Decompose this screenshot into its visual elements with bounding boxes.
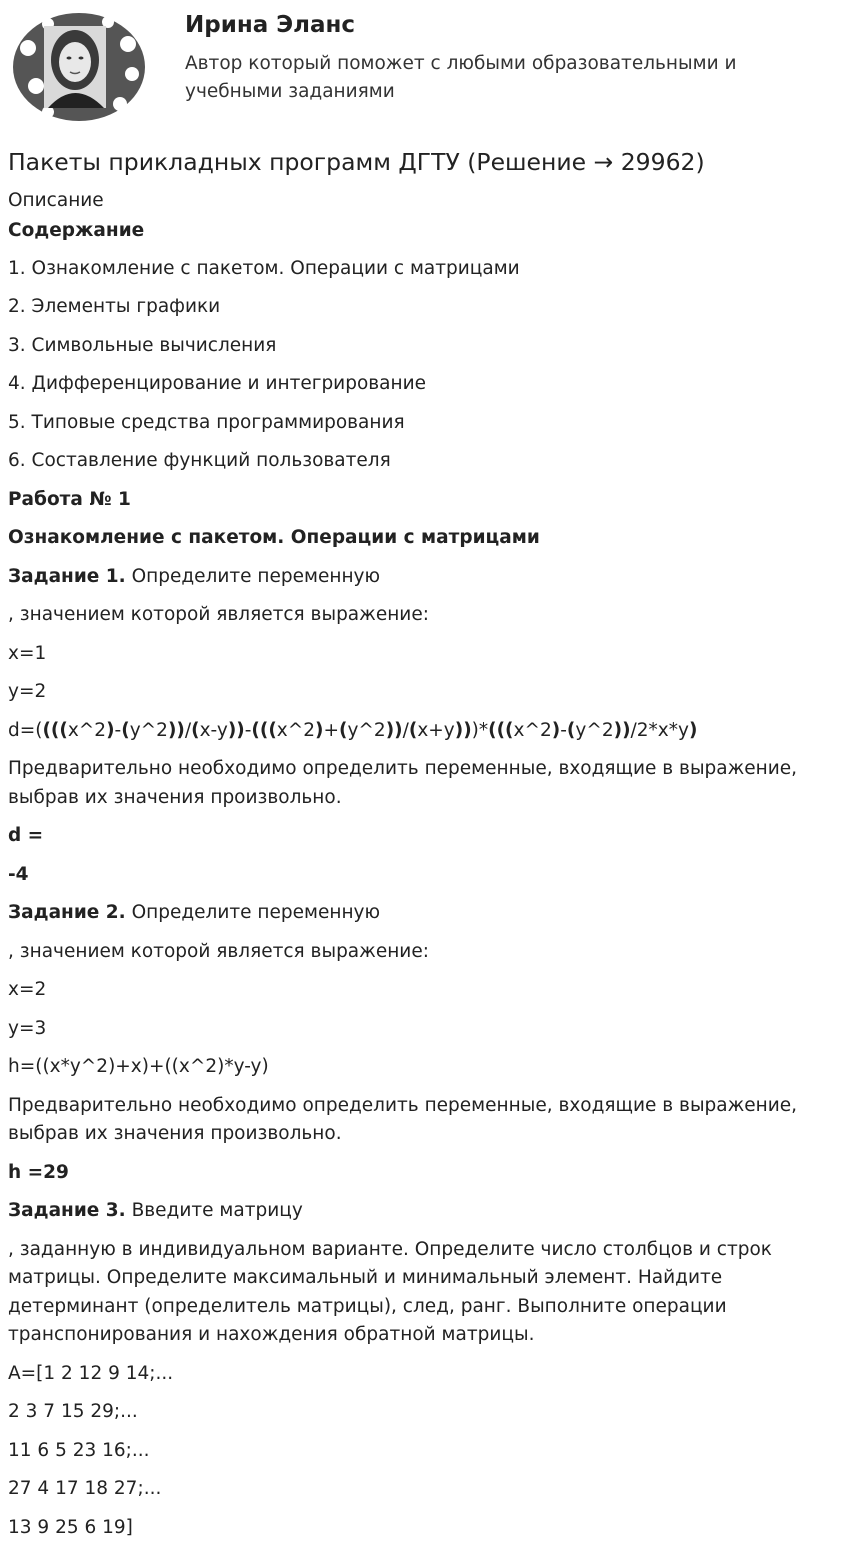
formula-part: x-y xyxy=(199,719,228,741)
page-title: Пакеты прикладных программ ДГТУ (Решение → 29962) xyxy=(8,148,705,176)
author-name: Ирина Эланс xyxy=(185,12,356,38)
task2-text2: , значением которой является выражение: xyxy=(8,940,429,962)
contents-item: 3. Символьные вычисления xyxy=(8,334,277,356)
formula-part: ( xyxy=(121,719,130,741)
contents-heading: Содержание xyxy=(8,220,145,241)
formula-part: x^2 xyxy=(513,719,552,741)
formula-part: ( xyxy=(566,719,576,741)
formula-part: y^2 xyxy=(575,719,614,741)
task3-text: Введите матрицу xyxy=(125,1200,303,1221)
description-label: Описание xyxy=(8,190,104,211)
task2-formula: h=((x*y^2)+x)+((x^2)*y-y) xyxy=(8,1056,269,1077)
formula-part: ) xyxy=(106,719,115,741)
formula-part: ( xyxy=(339,719,348,741)
formula-part: x+y xyxy=(417,719,455,741)
formula-part: d=( xyxy=(8,719,43,741)
task1-note: Предварительно необходимо определить переменные, входящие в выражение, выбрав их значения произвольно. xyxy=(8,758,798,808)
work-title: Работа № 1 xyxy=(8,488,131,510)
contents-item: 1. Ознакомление с пакетом. Операции с матрицами xyxy=(8,257,520,279)
formula-part: x^2 xyxy=(67,719,107,741)
formula-part: ) xyxy=(315,719,324,741)
matrix-row: 13 9 25 6 19] xyxy=(8,1516,133,1538)
formula-part: y^2 xyxy=(347,719,386,741)
formula-part: / xyxy=(402,719,409,741)
matrix-row: 2 3 7 15 29;... xyxy=(8,1401,138,1422)
task1-y: y=2 xyxy=(8,681,47,702)
work-subtitle: Ознакомление с пакетом. Операции с матрицами xyxy=(8,527,540,548)
contents-item: 2. Элементы графики xyxy=(8,296,221,317)
task2-text: Определите переменную xyxy=(125,902,381,923)
task1-heading xyxy=(8,563,838,602)
formula-part: ) xyxy=(551,719,561,741)
task1-answer-label: d = xyxy=(8,825,44,846)
task2-answer: h =29 xyxy=(8,1161,69,1183)
task2-note: Предварительно необходимо определить переменные, входящие в выражение, выбрав их значения произвольно. xyxy=(8,1094,798,1144)
contents-item: 6. Составление функций пользователя xyxy=(8,450,391,471)
formula-part: x^2 xyxy=(276,719,316,741)
task1-formula xyxy=(8,717,838,756)
task2-label: Задание 2. xyxy=(8,902,126,923)
task1-x: x=1 xyxy=(8,642,47,664)
task1-text: Определите переменную xyxy=(125,565,381,587)
formula-part: ((( xyxy=(488,719,514,741)
task2-y: y=3 xyxy=(8,1017,47,1039)
formula-part: /2*x*y xyxy=(630,719,689,741)
formula-part: ( xyxy=(408,719,418,741)
formula-part: )) xyxy=(385,719,403,741)
task1-answer-value: -4 xyxy=(8,863,29,885)
task3-label: Задание 3. xyxy=(8,1200,126,1221)
formula-part: ) xyxy=(688,719,698,741)
author-description: Автор который поможет с любыми образовательными и учебными заданиями xyxy=(185,53,737,102)
formula-part: )) xyxy=(167,719,185,741)
formula-part: + xyxy=(323,719,340,741)
document-body xyxy=(8,188,838,1552)
formula-part: / xyxy=(184,719,192,741)
author-avatar xyxy=(8,8,150,126)
task1-text2: , значением которой является выражение: xyxy=(8,604,429,625)
matrix-row: 11 6 5 23 16;... xyxy=(8,1439,150,1461)
formula-part: )) xyxy=(454,719,472,741)
formula-part: y^2 xyxy=(129,719,168,741)
formula-part: )* xyxy=(471,719,489,741)
formula-part: )) xyxy=(227,719,245,741)
matrix-row: A=[1 2 12 9 14;... xyxy=(8,1362,174,1384)
task3-heading xyxy=(8,1197,838,1236)
task3-text2: , заданную в индивидуальном варианте. Определите число столбцов и строк матрицы. Определите максимальный и минимальный элемент. Найдите детерминант (определитель матрицы), след, ранг. Выполните операции транспонирования и нахождения обратной матрицы. xyxy=(8,1238,772,1345)
formula-part: )) xyxy=(613,719,631,741)
formula-part: - xyxy=(560,719,567,741)
formula-part: - xyxy=(244,719,252,741)
formula-part: ((( xyxy=(251,719,277,741)
task1-label: Задание 1. xyxy=(8,565,126,587)
task2-heading xyxy=(8,899,838,938)
contents-item: 4. Дифференцирование и интегрирование xyxy=(8,373,427,394)
contents-item: 5. Типовые средства программирования xyxy=(8,411,405,433)
task2-x: x=2 xyxy=(8,979,47,1000)
author-header xyxy=(0,0,847,140)
formula-part: ( xyxy=(191,719,200,741)
matrix-row: 27 4 17 18 27;... xyxy=(8,1478,162,1499)
formula-part: ((( xyxy=(42,719,68,741)
formula-part: - xyxy=(114,719,122,741)
